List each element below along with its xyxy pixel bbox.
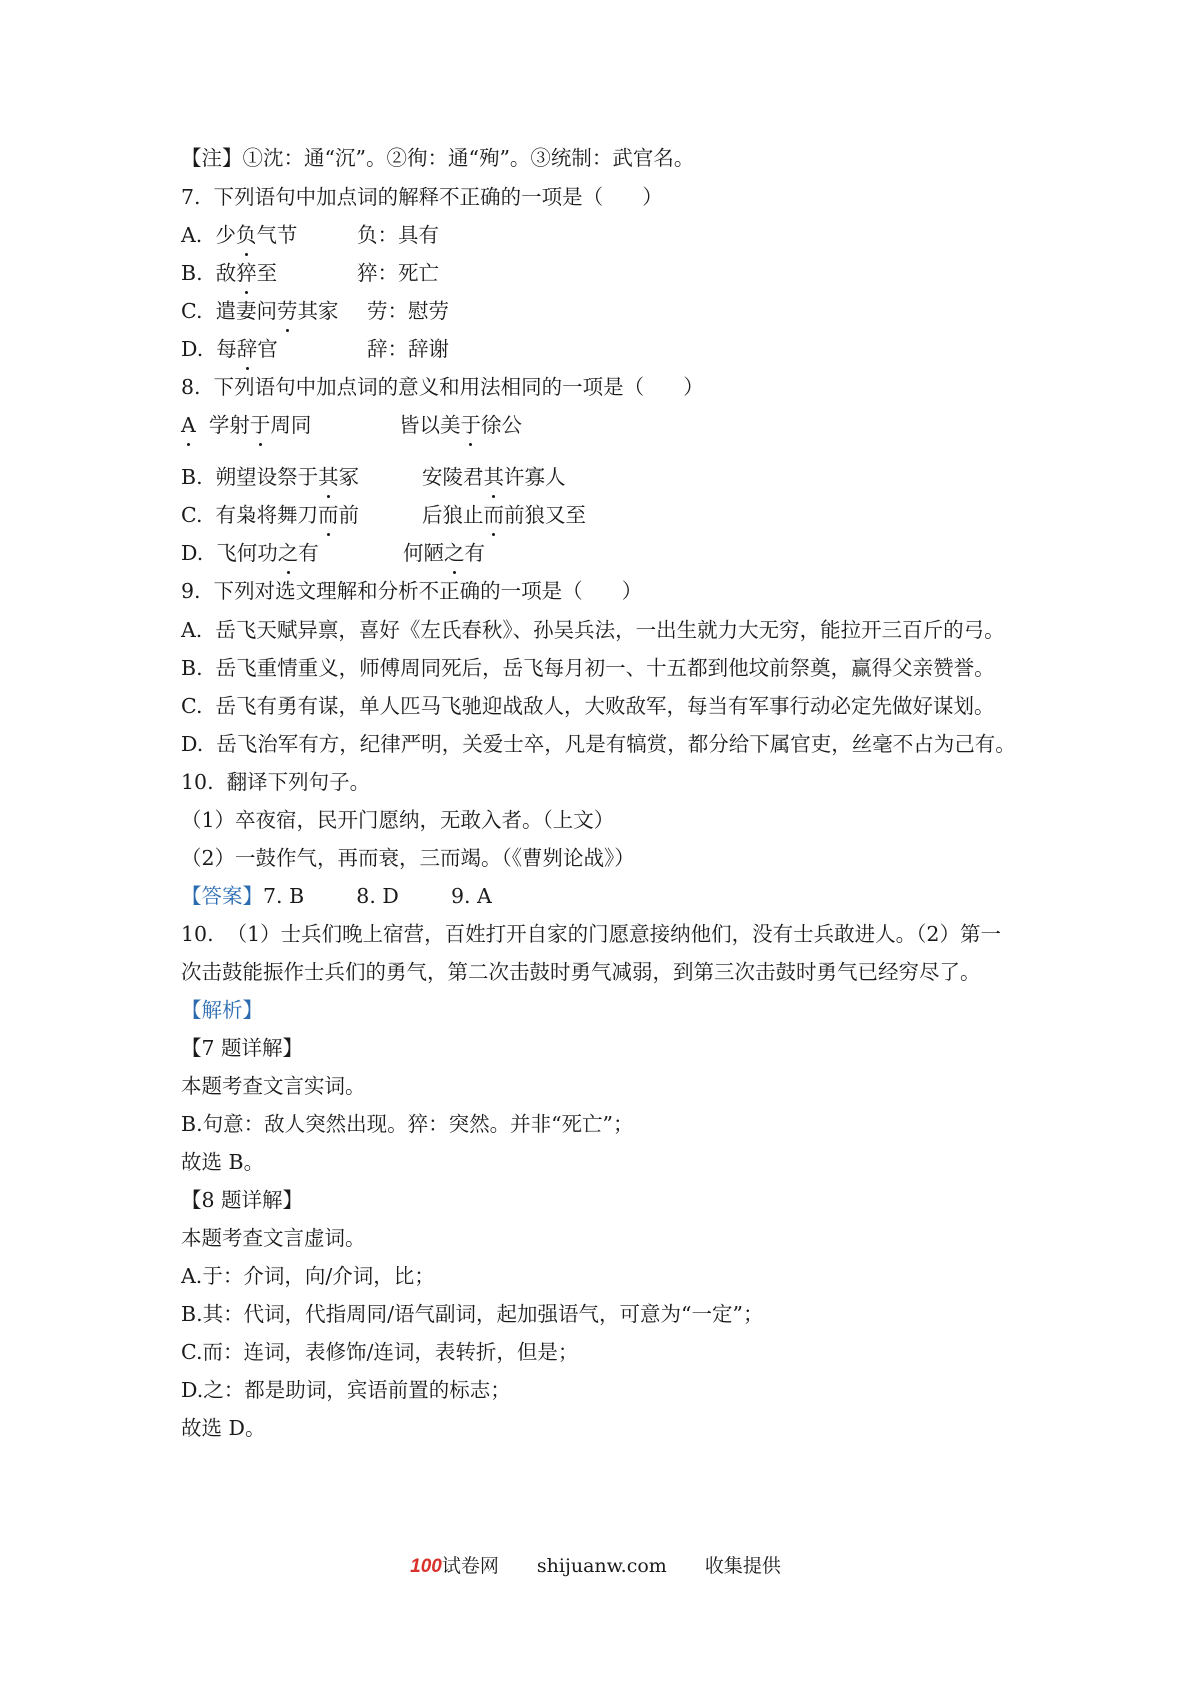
- q8-option-c: C. 有枭将舞刀而前 后狼止而前狼又至: [181, 503, 586, 527]
- q8-detail-line: B.其：代词，代指周同/语气副词，起加强语气，可意为“一定”；: [181, 1302, 764, 1326]
- q10-stem: 10. 翻译下列句子。: [181, 770, 371, 794]
- answer-label: 【答案】: [181, 884, 263, 908]
- q9-stem: 9. 下列对选文理解和分析不正确的一项是（ ）: [181, 579, 643, 603]
- q10-item-2: （2）一鼓作气，再而衰，三而竭。（《曹刿论战》）: [181, 846, 635, 870]
- site-domain: shijuanw.com: [536, 1555, 667, 1577]
- q8-detail-line: C.而：连词，表修饰/连词，表转折，但是；: [181, 1340, 579, 1364]
- q9-option-b: B. 岳飞重情重义，师傅周同死后，岳飞每月初一、十五都到他坟前祭奠，赢得父亲赞誉。: [181, 656, 995, 680]
- provided-label: 收集提供: [704, 1555, 781, 1577]
- q7-detail-line: 故选 B。: [181, 1150, 265, 1174]
- page-footer: [0, 1553, 1191, 1580]
- q7-option-c: C. 遣妻问劳其家 劳：慰劳: [181, 299, 449, 323]
- q9-option-c: C. 岳飞有勇有谋，单人匹马飞驰迎战敌人，大败敌军，每当有军事行动必定先做好谋划。: [181, 694, 995, 718]
- q7-option-a: A. 少负气节 负：具有: [181, 223, 439, 247]
- site-logo: 100试卷网: [410, 1555, 499, 1577]
- q7-detail-line: B.句意：敌人突然出现。猝：突然。并非“死亡”；: [181, 1112, 634, 1136]
- q7-stem: 7. 下列语句中加点词的解释不正确的一项是（ ）: [181, 185, 663, 209]
- logo-100-icon: 100: [410, 1556, 442, 1577]
- q8-option-b: B. 朔望设祭于其冢 安陵君其许寡人: [181, 465, 566, 489]
- q8-detail-line: D.之：都是助词，宾语前置的标志；: [181, 1378, 511, 1402]
- answer-q10-line2: 次击鼓能振作士兵们的勇气，第二次击鼓时勇气减弱，到第三次击鼓时勇气已经穷尽了。: [181, 960, 981, 984]
- q8-detail-line: 故选 D。: [181, 1416, 266, 1440]
- answer-q10-line1: 10. （1）士兵们晚上宿营，百姓打开自家的门愿意接纳他们，没有士兵敢进人。（2）第一: [181, 922, 1001, 946]
- q10-item-1: （1）卒夜宿，民开门愿纳，无敢入者。（上文）: [181, 808, 615, 832]
- q8-option-d: D. 飞何功之有 何陋之有: [181, 541, 485, 565]
- q7-option-b: B. 敌猝至 猝：死亡: [181, 261, 439, 285]
- note-line: 【注】①沈：通“沉”。②徇：通“殉”。③统制：武官名。: [181, 146, 695, 170]
- q9-option-d: D. 岳飞治军有方，纪律严明，关爱士卒，凡是有犒赏，都分给下属官吏，丝毫不占为己有。: [181, 732, 1016, 756]
- q7-option-d: D. 每辞官 辞：辞谢: [181, 337, 449, 361]
- q8-detail-line: A.于：介词，向/介词，比；: [181, 1264, 435, 1288]
- q9-option-a: A. 岳飞天赋异禀，喜好《左氏春秋》、孙吴兵法，一出生就力大无穷，能拉开三百斤的弓。: [181, 618, 1005, 642]
- q7-detail-line: 本题考查文言实词。: [181, 1074, 366, 1098]
- q8-detail-line: 本题考查文言虚词。: [181, 1226, 366, 1250]
- analysis-label: 【解析】: [181, 998, 263, 1022]
- q7-detail-heading: 【7 题详解】: [181, 1036, 304, 1060]
- q8-detail-heading: 【8 题详解】: [181, 1188, 304, 1212]
- q8-option-a: A 学射于周同 皆以美于徐公: [181, 413, 522, 437]
- answer-line: 【答案】7. B 8. D 9. A: [181, 884, 492, 908]
- q8-stem: 8. 下列语句中加点词的意义和用法相同的一项是（ ）: [181, 375, 704, 399]
